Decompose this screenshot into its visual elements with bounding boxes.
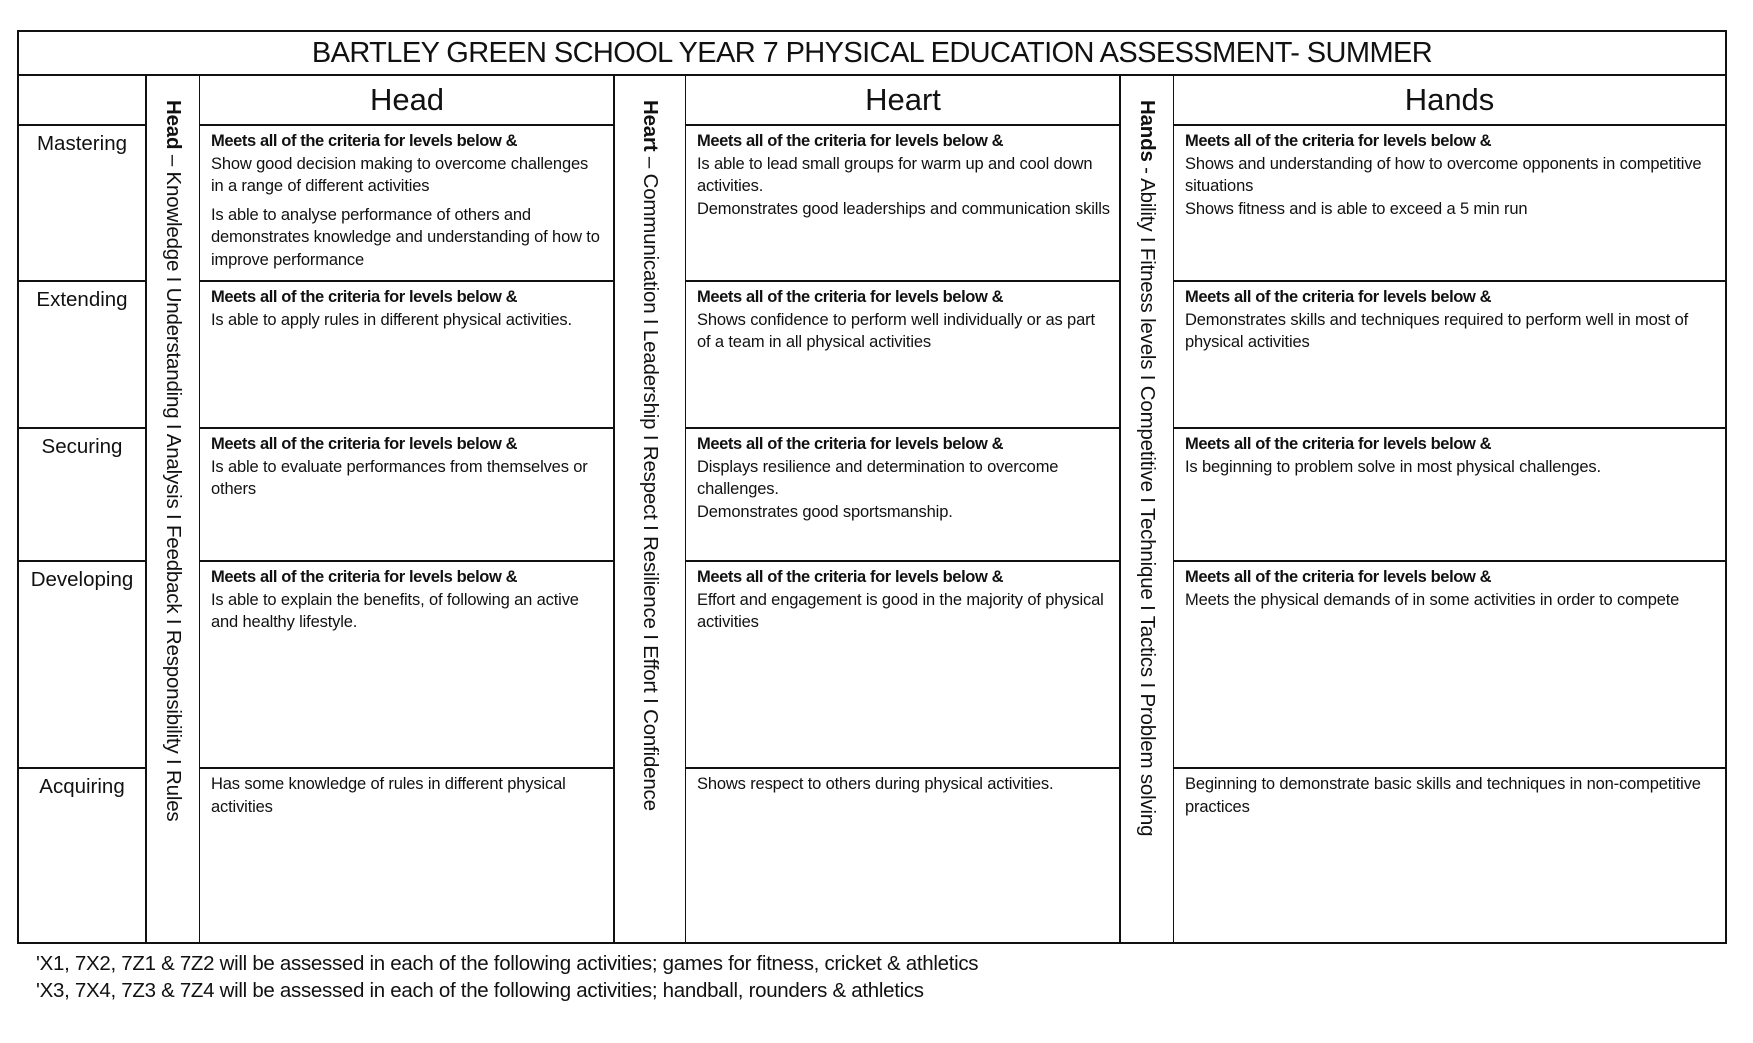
band-label: Hands <box>1136 100 1159 162</box>
criteria-item: Demonstrates skills and techniques required to perform well in most of physical activities <box>1185 310 1689 351</box>
criteria-hands-developing <box>1174 562 1725 767</box>
hands-descriptor-band <box>1121 76 1173 942</box>
level-label-securing: Securing <box>41 435 123 458</box>
criteria-lead: Meets all of the criteria for levels below & <box>211 435 518 453</box>
criteria-hands-extending <box>1174 282 1725 427</box>
head-descriptor-band <box>147 76 199 942</box>
criteria-item: Beginning to demonstrate basic skills and techniques in non-competitive practices <box>1185 775 1701 816</box>
criteria-item: Is able to explain the benefits, of following an active and healthy lifestyle. <box>211 590 579 631</box>
criteria-item: Show good decision making to overcome challenges in a range of different activities <box>211 154 589 195</box>
assessment-table <box>17 30 1727 944</box>
criteria-heart-mastering <box>686 126 1120 280</box>
criteria-item: Effort and engagement is good in the majority of physical activities <box>697 590 1104 631</box>
column-header-hands: Hands <box>1174 76 1725 126</box>
criteria-head-developing <box>200 562 614 767</box>
criteria-heart-acquiring <box>686 769 1120 942</box>
criteria-head-acquiring <box>200 769 614 942</box>
level-label-extending: Extending <box>36 288 128 311</box>
criteria-item: Is able to evaluate performances from themselves or others <box>211 457 588 498</box>
criteria-head-mastering <box>200 126 614 280</box>
criteria-lead: Meets all of the criteria for levels below & <box>697 568 1004 586</box>
criteria-item: Is able to analyse performance of others and demonstrates knowledge and understanding of how to improve performance <box>211 205 600 269</box>
criteria-lead: Meets all of the criteria for levels below & <box>697 288 1004 306</box>
band-keywords: - Ability I Fitness levels I Competitive I Technique I Tactics I Problem solving <box>1136 161 1159 837</box>
level-label-developing: Developing <box>30 568 134 591</box>
band-keywords: – Communication I Leadership I Respect I Resilience I Effort I Confidence <box>639 151 662 811</box>
note-line: 'X1, 7X2, 7Z1 & 7Z2 will be assessed in each of the following activities; games for fitness, cricket & athletics <box>36 952 979 975</box>
criteria-item: Meets the physical demands of in some activities in order to compete <box>1185 590 1680 609</box>
criteria-lead: Meets all of the criteria for levels below & <box>211 568 518 586</box>
criteria-item: Displays resilience and determination to overcome challenges. <box>697 457 1059 498</box>
heart-descriptor-text <box>638 100 662 811</box>
level-label-acquiring: Acquiring <box>39 775 125 798</box>
band-label: Heart <box>639 100 662 152</box>
header-blank-cell <box>19 76 146 126</box>
criteria-lead: Meets all of the criteria for levels below & <box>1185 288 1492 306</box>
assessment-notes <box>36 950 978 1004</box>
criteria-item: Has some knowledge of rules in different physical activities <box>211 775 566 816</box>
criteria-hands-acquiring <box>1174 769 1725 942</box>
criteria-head-securing <box>200 429 614 560</box>
criteria-heart-developing <box>686 562 1120 767</box>
criteria-item: Is able to lead small groups for warm up and cool down activities. <box>697 154 1093 195</box>
criteria-heart-securing <box>686 429 1120 560</box>
head-descriptor-text <box>161 100 185 821</box>
criteria-lead: Meets all of the criteria for levels below & <box>1185 132 1492 150</box>
note-line: 'X3, 7X4, 7Z3 & 7Z4 will be assessed in each of the following activities; handball, rounders & athletics <box>36 979 924 1002</box>
criteria-item: Shows confidence to perform well individually or as part of a team in all physical activities <box>697 310 1095 351</box>
criteria-lead: Meets all of the criteria for levels below & <box>1185 568 1492 586</box>
criteria-hands-mastering <box>1174 126 1725 280</box>
band-keywords: – Knowledge I Understanding I Analysis I Feedback I Responsibility I Rules <box>162 149 185 822</box>
column-header-heart: Heart <box>686 76 1120 126</box>
criteria-lead: Meets all of the criteria for levels below & <box>697 132 1004 150</box>
criteria-lead: Meets all of the criteria for levels below & <box>211 288 518 306</box>
criteria-item: Is able to apply rules in different physical activities. <box>211 310 572 329</box>
criteria-lead: Meets all of the criteria for levels below & <box>697 435 1004 453</box>
hands-descriptor-text <box>1135 100 1159 836</box>
criteria-head-extending <box>200 282 614 427</box>
heart-descriptor-band <box>615 76 685 942</box>
criteria-item: Shows respect to others during physical activities. <box>697 775 1054 793</box>
criteria-heart-extending <box>686 282 1120 427</box>
criteria-lead: Meets all of the criteria for levels below & <box>1185 435 1492 453</box>
column-header-head: Head <box>200 76 614 126</box>
page-title: BARTLEY GREEN SCHOOL YEAR 7 PHYSICAL EDUCATION ASSESSMENT- SUMMER <box>19 32 1725 76</box>
criteria-item: Demonstrates good sportsmanship. <box>697 502 953 521</box>
criteria-item: Shows fitness and is able to exceed a 5 min run <box>1185 199 1528 218</box>
criteria-item: Demonstrates good leaderships and communication skills <box>697 199 1110 218</box>
criteria-hands-securing <box>1174 429 1725 560</box>
level-label-mastering: Mastering <box>36 132 127 155</box>
band-label: Head <box>162 100 185 150</box>
criteria-lead: Meets all of the criteria for levels below & <box>211 132 518 150</box>
criteria-item: Is beginning to problem solve in most physical challenges. <box>1185 457 1601 476</box>
criteria-item: Shows and understanding of how to overcome opponents in competitive situations <box>1185 154 1702 195</box>
